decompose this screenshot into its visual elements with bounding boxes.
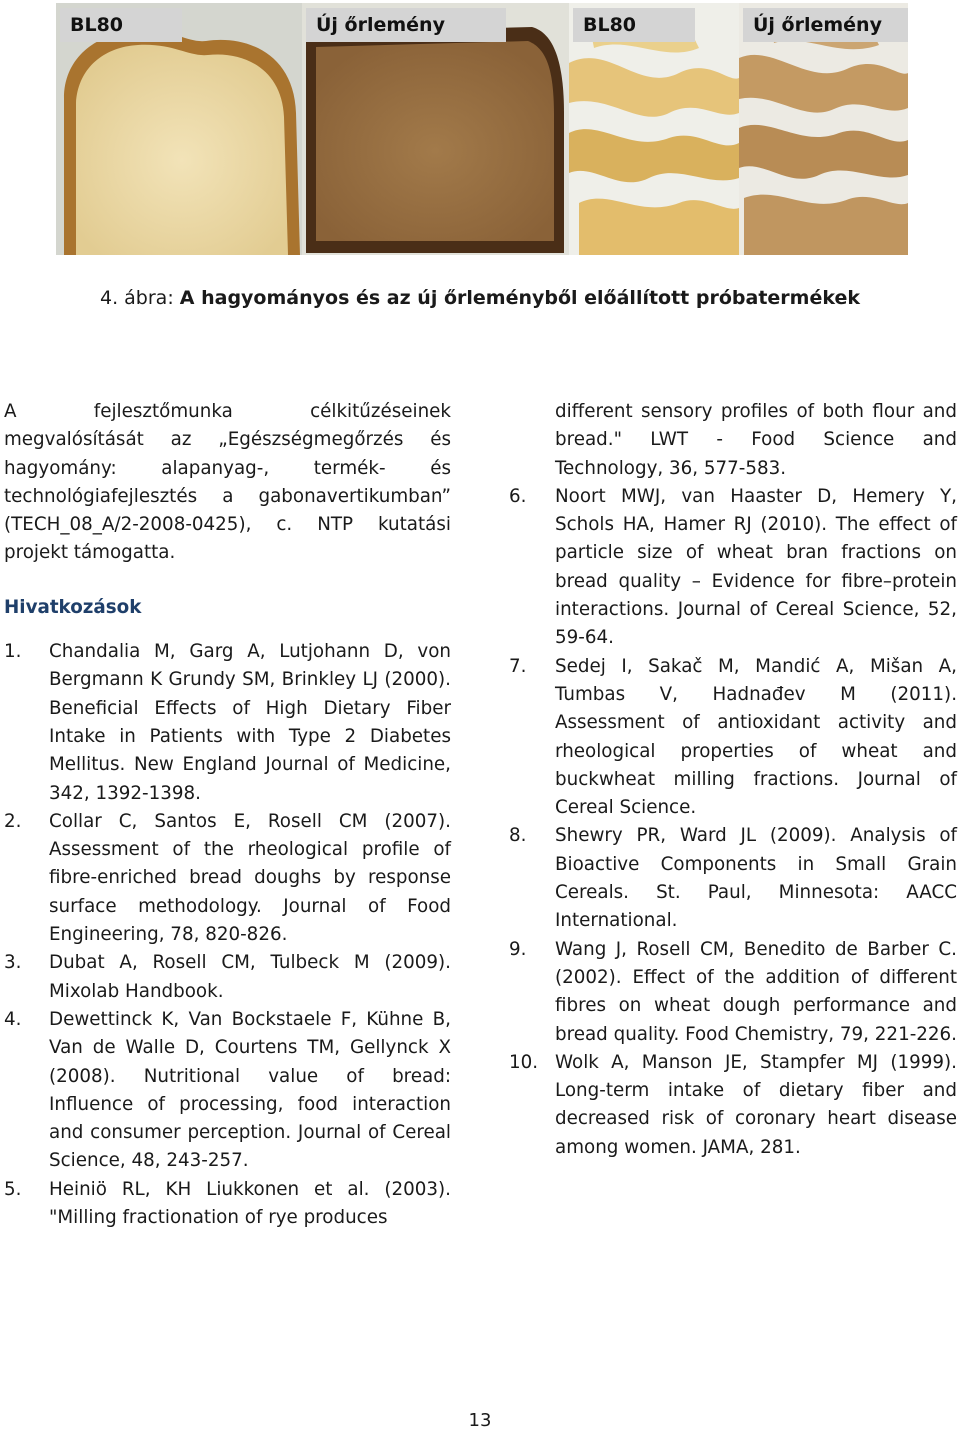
reference-number: 5. [4, 1178, 22, 1200]
reference-item [4, 1176, 451, 1233]
photo-label: Új őrlemény [743, 8, 908, 42]
reference-item [509, 653, 957, 823]
reference-list-right [509, 483, 957, 1162]
reference-text: Collar C, Santos E, Rosell CM (2007). Assessment of the rheological profile of fibre-enriched bread doughs by response surface methodology. Journal of Food Engineering, 78, 820-826. [49, 810, 451, 946]
caption-prefix: 4. ábra: [100, 287, 180, 309]
reference-continuation: different sensory profiles of both flour and bread." LWT - Food Science and Technology, 36, 577-583. [555, 401, 957, 479]
photo-new-pasta [739, 3, 908, 255]
photo-label: BL80 [60, 8, 182, 42]
reference-item [4, 1006, 451, 1176]
acknowledgement-paragraph: A fejlesztőmunka célkitűzéseinek megvalósítását az „Egészségmegőrzés és hagyomány: alapanyag-, termék- és technológiafejlesztés a gabonavertikumban” (TECH_08_A/2-2008-0425), c. NTP kutatási projekt támogatta. [4, 401, 451, 564]
reference-item [4, 949, 451, 1006]
references-heading: Hivatkozások [4, 596, 142, 618]
reference-number: 6. [509, 485, 527, 507]
reference-number: 1. [4, 641, 22, 663]
reference-number: 4. [4, 1008, 22, 1030]
reference-list-left [4, 638, 451, 1232]
reference-item [509, 1049, 957, 1162]
reference-item [4, 808, 451, 949]
photo-label: BL80 [573, 8, 695, 42]
reference-number: 9. [509, 938, 527, 960]
figure-caption [0, 286, 960, 310]
reference-item [509, 483, 957, 653]
caption-title: A hagyományos és az új őrleményből előállított próbatermékek [179, 287, 860, 309]
reference-number: 8. [509, 825, 527, 847]
reference-text: Shewry PR, Ward JL (2009). Analysis of Bioactive Components in Small Grain Cereals. St. Paul, Minnesota: AACC International. [555, 825, 957, 932]
reference-item [4, 638, 451, 808]
reference-text: Chandalia M, Garg A, Lutjohann D, von Bergmann K Grundy SM, Brinkley LJ (2000). Beneficial Effects of High Dietary Fiber Intake in Patients with Type 2 Diabetes Mellitus. New England Journal of Medicine, 342, 1392-1398. [49, 641, 451, 804]
reference-text: Noort MWJ, van Haaster D, Hemery Y, Schols HA, Hamer RJ (2010). The effect of particle size of wheat bran fractions on bread quality – Evidence for fibre–protein interactions. Journal of Cereal Science, 52, 59-64. [555, 485, 957, 649]
reference-number: 10. [509, 1051, 539, 1073]
reference-text: Dubat A, Rosell CM, Tulbeck M (2009). Mixolab Handbook. [49, 952, 451, 1002]
left-column [4, 398, 451, 1232]
reference-item [509, 936, 957, 1049]
photo-new-bread [302, 3, 569, 255]
reference-number: 7. [509, 655, 527, 677]
reference-text: Sedej I, Sakač M, Mandić A, Mišan A, Tumbas V, Hadnađev M (2011). Assessment of antioxidant activity and rheological properties of wheat and buckwheat milling fractions. Journal of Cereal Science. [555, 655, 957, 819]
reference-item [509, 822, 957, 935]
reference-number: 3. [4, 952, 22, 974]
photo-white-bread [56, 3, 302, 255]
right-column [509, 398, 957, 1162]
reference-text: Wolk A, Manson JE, Stampfer MJ (1999). Long-term intake of dietary fiber and decreased risk of coronary heart disease among women. JAMA, 281. [555, 1051, 957, 1158]
reference-text: Heiniö RL, KH Liukkonen et al. (2003). "Milling fractionation of rye produces [49, 1178, 451, 1229]
photo-label: Új őrlemény [306, 8, 506, 42]
reference-text: Wang J, Rosell CM, Benedito de Barber C. (2002). Effect of the addition of different fibres on wheat dough performance and bread quality. Food Chemistry, 79, 221-226. [555, 938, 957, 1045]
photo-white-pasta [569, 3, 739, 255]
reference-number: 2. [4, 810, 22, 832]
reference-text: Dewettinck K, Van Bockstaele F, Kühne B, Van de Walle D, Courtens TM, Gellynck X (2008). Nutritional value of bread: Influence of processing, food interaction and consumer perception. Journal of Cereal Science, 48, 243-257. [49, 1008, 451, 1172]
page-number: 13 [468, 1410, 492, 1431]
